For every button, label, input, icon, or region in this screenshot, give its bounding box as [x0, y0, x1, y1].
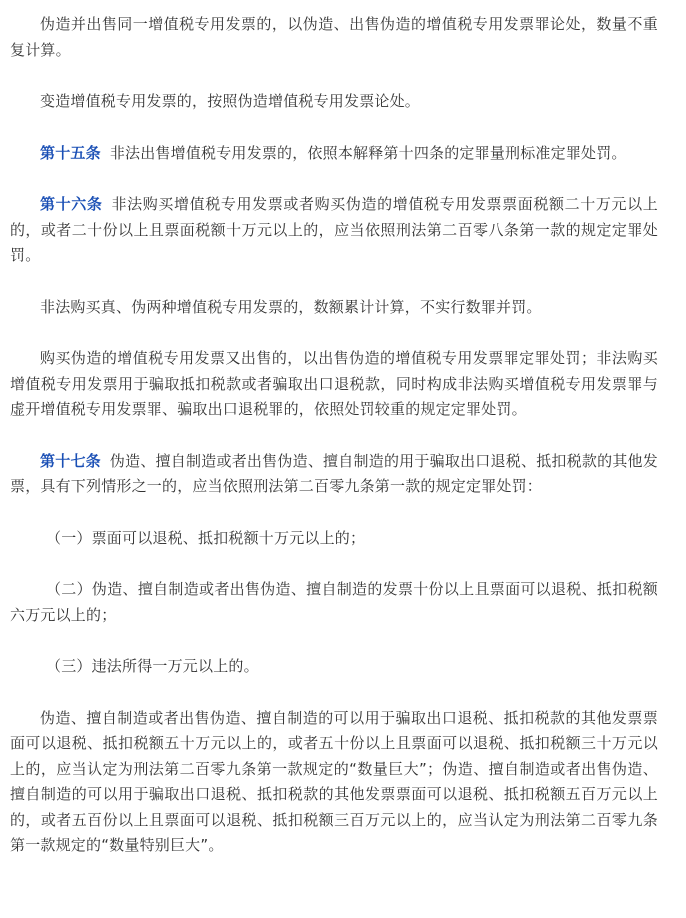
paragraph-text: 伪造并出售同一增值税专用发票的，以伪造、出售伪造的增值税专用发票罪论处，数量不重复计算。	[10, 15, 658, 59]
list-item-3	[10, 654, 658, 680]
paragraph-text: 变造增值税专用发票的，按照伪造增值税专用发票论处。	[40, 92, 421, 110]
paragraph-2	[10, 89, 658, 115]
article-number: 第十六条	[40, 195, 103, 213]
paragraph-text: 非法购买真、伪两种增值税专用发票的，数额累计计算，不实行数罪并罚。	[40, 297, 542, 316]
paragraph-text: （一）票面可以退税、抵扣税额十万元以上的；	[46, 528, 366, 547]
article-number: 第十七条	[40, 451, 101, 470]
paragraph-6	[10, 346, 658, 423]
paragraph-text: 非法出售增值税专用发票的，依照本解释第十四条的定罪量刑标准定罪处罚。	[109, 143, 627, 162]
paragraph-text: 购买伪造的增值税专用发票又出售的，以出售伪造的增值税专用发票罪定罪处罚；非法购买增值税专用发票用于骗取抵扣税款或者骗取出口退税款，同时构成非法购买增值税专用发票罪与虚开增值税专用发票罪、骗取出口退税罪的，依照处罚较重的规定定罪处罚。	[10, 349, 658, 418]
paragraph-text: （二）伪造、擅自制造或者出售伪造、擅自制造的发票十份以上且票面可以退税、抵扣税额六万元以上的；	[10, 580, 658, 624]
paragraph-text: 伪造、擅自制造或者出售伪造、擅自制造的可以用于骗取出口退税、抵扣税款的其他发票票面可以退税、抵扣税额五十万元以上的，或者五十份以上且票面可以退税、抵扣税额三十万元以上的，应当认定为刑法第二百零九条第一款规定的“数量巨大”；伪造、擅自制造或者出售伪造、擅自制造的可以用于骗取出口退税、抵扣税款的其他发票票面可以退税、抵扣税额五百万元以上的，或者五百份以上且票面可以退税、抵扣税额三百万元以上的，应当认定为刑法第二百零九条第一款规定的“数量特别巨大”。	[10, 708, 658, 854]
paragraph-11	[10, 706, 658, 859]
paragraph-text: （三）违法所得一万元以上的。	[46, 657, 259, 675]
list-item-2	[10, 577, 658, 628]
article-15-paragraph	[10, 141, 658, 167]
paragraph-5	[10, 295, 658, 321]
article-16-paragraph	[10, 192, 658, 269]
article-17-paragraph	[10, 449, 658, 500]
paragraph-text: 非法购买增值税专用发票或者购买伪造的增值税专用发票票面税额二十万元以上的，或者二十份以上且票面税额十万元以上的，应当依照刑法第二百零八条第一款的规定定罪处罚。	[10, 195, 658, 264]
list-item-1	[10, 526, 658, 552]
paragraph-1	[10, 12, 658, 63]
paragraph-text: 伪造、擅自制造或者出售伪造、擅自制造的用于骗取出口退税、抵扣税款的其他发票，具有下列情形之一的，应当依照刑法第二百零九条第一款的规定定罪处罚：	[10, 451, 658, 495]
article-number: 第十五条	[40, 143, 101, 162]
